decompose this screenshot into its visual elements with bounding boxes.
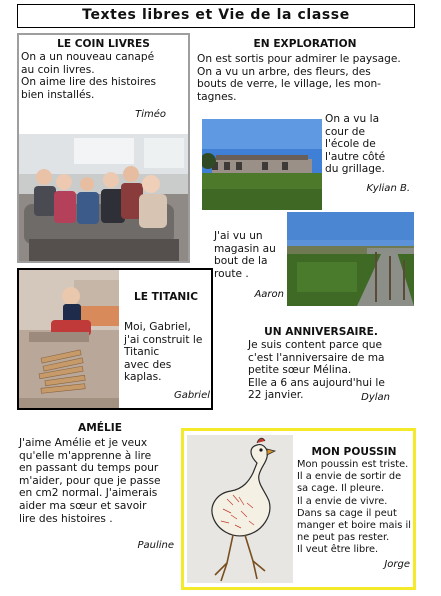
text-line: du grillage. bbox=[325, 163, 385, 176]
text-line: sa cage. Il pleure. bbox=[297, 483, 384, 495]
text-line: On a un nouveau canapé bbox=[21, 51, 155, 63]
text-line: au coin livres. bbox=[21, 63, 95, 76]
text-line: On est sortis pour admirer le paysage. bbox=[197, 53, 401, 65]
titanic-author: Gabriel bbox=[173, 390, 210, 401]
text-line: en passant du temps pour bbox=[19, 462, 159, 475]
amelie-text bbox=[19, 437, 173, 525]
anniversaire-title: UN ANNIVERSAIRE. bbox=[264, 326, 378, 338]
anniversaire-author: Dylan bbox=[361, 392, 390, 403]
exploration-author: Kylian B. bbox=[366, 183, 410, 194]
amelie-title: AMÉLIE bbox=[78, 422, 122, 434]
text-line: aider ma sœur et savoir bbox=[19, 499, 147, 512]
sofa-children-photo bbox=[19, 134, 188, 261]
text-line: On a vu un arbre, des fleurs, des bbox=[197, 65, 371, 78]
text-line: m'aider, pour que je passe bbox=[19, 474, 161, 487]
magasin-text bbox=[214, 230, 286, 280]
road-field-photo bbox=[287, 212, 414, 306]
text-line: en cm2 normal. J'aimerais bbox=[19, 487, 158, 500]
text-line: On aime lire des histoires bbox=[21, 76, 156, 89]
coin-livres-author: Timéo bbox=[135, 109, 166, 120]
titanic-title: LE TITANIC bbox=[133, 291, 199, 303]
exploration-text bbox=[197, 53, 415, 103]
text-line: l'autre côté bbox=[325, 150, 386, 163]
text-line: cour de bbox=[325, 125, 365, 138]
poussin-text bbox=[297, 459, 413, 557]
text-line: magasin au bbox=[214, 242, 276, 255]
coin-livres-text bbox=[21, 51, 188, 101]
text-line: tagnes. bbox=[197, 90, 237, 103]
magasin-author: Aaron bbox=[254, 289, 284, 300]
coin-livres-title: LE COIN LIVRES bbox=[57, 38, 150, 50]
titanic-text bbox=[124, 321, 212, 384]
exploration-title: EN EXPLORATION bbox=[253, 38, 357, 50]
text-line: Il a envie de sortir de bbox=[297, 471, 402, 483]
text-line: avec des bbox=[124, 358, 172, 371]
text-line: Moi, Gabriel, bbox=[124, 321, 191, 333]
page-title: Textes libres et Vie de la classe bbox=[17, 4, 415, 28]
text-line: bout de la bbox=[214, 255, 268, 268]
poussin-author: Jorge bbox=[384, 559, 410, 570]
text-line: Dans sa cage il peut bbox=[297, 507, 397, 519]
text-line: Titanic bbox=[124, 346, 160, 359]
exploration-side-text bbox=[325, 113, 415, 176]
text-line: bien installés. bbox=[21, 88, 95, 101]
text-line: manger et boire mais il bbox=[297, 520, 411, 532]
kapla-titanic-photo bbox=[19, 270, 119, 408]
text-line: petite sœur Mélina. bbox=[248, 364, 352, 377]
text-line: Elle a 6 ans aujourd'hui le bbox=[248, 376, 385, 389]
text-line: kaplas. bbox=[124, 371, 162, 384]
text-line: lire des histoires . bbox=[19, 512, 113, 525]
text-line: Il a envie de vivre. bbox=[297, 495, 388, 507]
text-line: j'ai construit le bbox=[124, 333, 203, 346]
poussin-title: MON POUSSIN bbox=[311, 446, 397, 458]
school-yard-photo bbox=[202, 119, 322, 210]
text-line: Il veut être libre. bbox=[297, 544, 379, 556]
text-line: 22 janvier. bbox=[248, 389, 304, 402]
text-line: l'école de bbox=[325, 138, 376, 151]
text-line: route . bbox=[214, 267, 249, 280]
text-line: ne peut pas rester. bbox=[297, 532, 390, 544]
text-line: Mon poussin est triste. bbox=[297, 459, 409, 470]
text-line: J'aime Amélie et je veux bbox=[19, 437, 148, 449]
chick-drawing bbox=[187, 435, 293, 583]
amelie-author: Pauline bbox=[137, 540, 174, 551]
text-line: c'est l'anniversaire de ma bbox=[248, 351, 385, 364]
text-line: J'ai vu un bbox=[214, 230, 263, 242]
text-line: On a vu la bbox=[325, 113, 380, 125]
text-line: qu'elle m'apprenne à lire bbox=[19, 449, 152, 462]
text-line: Je suis content parce que bbox=[248, 339, 383, 351]
text-line: bouts de verre, le village, les mon- bbox=[197, 78, 381, 91]
